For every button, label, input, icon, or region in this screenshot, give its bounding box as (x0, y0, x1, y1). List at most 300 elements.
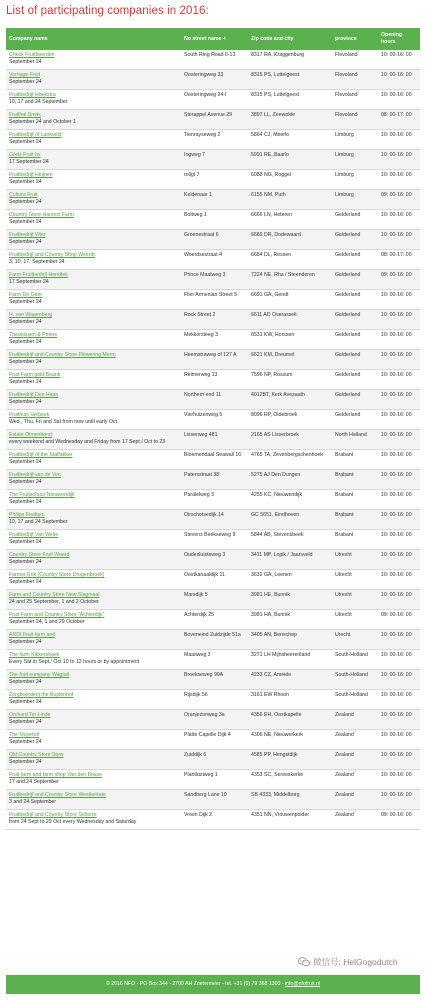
cell-opening-hours: 10: 00-16: 00 (378, 690, 420, 710)
company-dates: 10, 17 and 24 September (9, 519, 68, 525)
cell-street: Achterdijk 25 (181, 610, 248, 630)
company-name-link[interactable]: Fruitbedrijf Heijnen (9, 172, 53, 178)
cell-opening-hours: 10: 00-16: 00 (378, 590, 420, 610)
table-row (6, 470, 420, 490)
cell-company (6, 50, 181, 70)
cell-street: Oosteringweg 24-I (181, 90, 248, 110)
table-row (6, 130, 420, 150)
company-name-link[interactable]: Fruitbedrijf and Country Store Schorre (9, 812, 97, 818)
table-row (6, 170, 420, 190)
cell-zip-city: GC 5651, Eindhoven (248, 510, 332, 530)
table-row (6, 670, 420, 690)
table-row (6, 630, 420, 650)
cell-zip-city: 7596 NP, Rossum (248, 370, 332, 390)
cell-opening-hours: 10: 00-16: 00 (378, 50, 420, 70)
cell-zip-city: 5844 AB, Stevensbeek (248, 530, 332, 550)
table-row (6, 610, 420, 630)
cell-opening-hours: 10: 00-16: 00 (378, 730, 420, 750)
cell-province: Gelderland (332, 390, 378, 410)
cell-street: Mekkersteeg 3 (181, 330, 248, 350)
cell-zip-city: 4353 SC, Serooskerke (248, 770, 332, 790)
cell-province: Flevoland (332, 110, 378, 130)
cell-company (6, 190, 181, 210)
company-name-link[interactable]: Fruitbedrijf van de Ven (9, 472, 61, 478)
cell-opening-hours: 10: 00-16: 00 (378, 290, 420, 310)
table-row (6, 110, 420, 130)
cell-province: Zealand (332, 710, 378, 730)
cell-zip-city: 6531 KW, Horssen (248, 330, 332, 350)
table-row (6, 410, 420, 430)
company-name-link[interactable]: Old Country Store Stew (9, 752, 64, 758)
table-body (6, 50, 420, 830)
table-row (6, 370, 420, 390)
table-row (6, 50, 420, 70)
cell-province: Flevoland (332, 90, 378, 110)
cell-company (6, 690, 181, 710)
cell-company (6, 470, 181, 490)
cell-zip-city: 5991 RE, Baarlo (248, 150, 332, 170)
table-row (6, 490, 420, 510)
cell-zip-city: 8315 PS, Luttelgeest (248, 70, 332, 90)
watermark-text: 微信号: HelGogodutch (313, 957, 398, 967)
cell-zip-city: 3271 LH Mijnsheerenland (248, 650, 332, 670)
cell-province: Gelderland (332, 370, 378, 390)
company-dates: September 24 (9, 639, 42, 645)
column-header-opening-hours: Opening hours (378, 28, 420, 50)
company-dates: 10, 17 and 24 September (9, 99, 68, 105)
company-dates: 3 and 24 September (9, 799, 57, 805)
cell-zip-city: 6611 AD Overasselt (248, 310, 332, 330)
table-row (6, 530, 420, 550)
cell-company (6, 170, 181, 190)
cell-company (6, 790, 181, 810)
company-name-link[interactable]: Fruitbedrijf Den Haan (9, 392, 59, 398)
cell-company (6, 510, 181, 530)
cell-opening-hours: 10: 00-16: 00 (378, 90, 420, 110)
table-row (6, 810, 420, 830)
cell-zip-city: 6669 DR, Dodewaard (248, 230, 332, 250)
cell-street: Reimerweg 13 (181, 370, 248, 390)
company-dates: September 24 (9, 499, 42, 505)
cell-street: Sandberg Lane 10 (181, 790, 248, 810)
cell-street: Plantlustweg 1 (181, 770, 248, 790)
cell-province: Gelderland (332, 270, 378, 290)
table-row (6, 210, 420, 230)
table-row (6, 150, 420, 170)
cell-street: Rijsdijk 56 (181, 690, 248, 710)
company-name-link[interactable]: H. van Wagenberg (9, 312, 53, 318)
company-dates: September 24 (9, 459, 42, 465)
cell-opening-hours: 10: 00-16: 00 (378, 370, 420, 390)
company-dates: September 24 and October 1 (9, 119, 76, 125)
cell-zip-city: 6155 NM, Puth (248, 190, 332, 210)
cell-province: Gelderland (332, 230, 378, 250)
cell-province: South-Holland (332, 650, 378, 670)
table-row (6, 230, 420, 250)
cell-zip-city: 5275 AJ Den Dungen (248, 470, 332, 490)
cell-company (6, 590, 181, 610)
company-name-link[interactable]: Orchard Ter Linde (9, 712, 51, 718)
company-dates: from 24 Sept to 29 Oct every Wednesday and Saturday (9, 819, 137, 825)
cell-opening-hours: 10: 00-16: 00 (378, 310, 420, 330)
company-dates: September 24 (9, 339, 42, 345)
cell-province: Gelderland (332, 310, 378, 330)
cell-company (6, 530, 181, 550)
cell-province: Zealand (332, 750, 378, 770)
column-header-province: province (332, 28, 378, 50)
cell-opening-hours: 10: 00-16: 00 (378, 630, 420, 650)
cell-opening-hours: 10: 00-16: 00 (378, 530, 420, 550)
company-dates: 17 September 24 (9, 159, 49, 165)
cell-opening-hours: 10: 00-16: 00 (378, 450, 420, 470)
cell-street: Heemstraweg of 127 A (181, 350, 248, 370)
cell-company (6, 810, 181, 830)
company-dates: September 24 (9, 579, 42, 585)
company-dates: September 24 (9, 379, 42, 385)
cell-opening-hours: 08: 00-17: 00 (378, 110, 420, 130)
footer (6, 975, 420, 994)
table-row (6, 290, 420, 310)
company-name-link[interactable]: Zorgboerderij the Buytenhof (9, 692, 74, 698)
company-name-link[interactable]: The Muyehof (9, 732, 40, 738)
cell-zip-city: 8315 PS, Luttelgeest (248, 90, 332, 110)
table-header (6, 28, 420, 50)
cell-street: Lisserweg 481 (181, 430, 248, 450)
table-row (6, 550, 420, 570)
cell-opening-hours: 08: 00-17: 00 (378, 250, 420, 270)
cell-zip-city: 3632 GA, Loenen (248, 570, 332, 590)
table-row (6, 750, 420, 770)
cell-opening-hours: 10: 00-16: 00 (378, 650, 420, 670)
company-dates: September 24 (9, 479, 42, 485)
cell-opening-hours: 10: 00-16: 00 (378, 570, 420, 590)
cell-province: Flevoland (332, 70, 378, 90)
cell-opening-hours: 10: 00-16: 00 (378, 470, 420, 490)
cell-province: Zealand (332, 810, 378, 830)
cell-opening-hours: 09: 00-16: 00 (378, 270, 420, 290)
company-name-link[interactable]: The fruit company Wagtail (9, 672, 70, 678)
cell-province: Gelderland (332, 350, 378, 370)
cell-zip-city: 8096 RP, Oldebroek (248, 410, 332, 430)
cell-street: Tienrayseweg 2 (181, 130, 248, 150)
cell-province: Gelderland (332, 330, 378, 350)
cell-company (6, 90, 181, 110)
cell-street: Vroon Dijk 2 (181, 810, 248, 830)
company-name-link[interactable]: Theunissen & Peters (9, 332, 58, 338)
cell-street: South Ring Road II-13 (181, 50, 248, 70)
cell-zip-city: 4356 EH, Oostkapelle (248, 710, 332, 730)
cell-zip-city: 3981 HA, Bunnik (248, 610, 332, 630)
cell-zip-city: 6691 GA, Gendt (248, 290, 332, 310)
cell-zip-city: 4255 KC, Nieuwendijk (248, 490, 332, 510)
cell-street: Oosteringweg 33 (181, 70, 248, 90)
cell-zip-city: 3161 EW Rhoon (248, 690, 332, 710)
company-name-link[interactable]: Farm Fruitbedrijf Hondtek (9, 272, 68, 278)
company-name-link[interactable]: Farm and Country Store New Slagmaal (9, 592, 100, 598)
cell-company (6, 230, 181, 250)
companies-table-wrap (6, 28, 420, 830)
company-name-link[interactable]: Fruit Farm and Country Store "Achterdijk" (9, 612, 105, 618)
cell-street: Oostkanaaldijk 11 (181, 570, 248, 590)
cell-province: South-Holland (332, 670, 378, 690)
company-name-link[interactable]: Fruitbedrijf of the Stalfakker (9, 452, 73, 458)
footer-text: © 2016 NFO - PO Box 344 - 2700 AH Zoetermeer - tel. +31 (0) 79 368 1300 - (106, 981, 286, 987)
company-name-link[interactable]: Fruit farm and farm shop Van den Bosse (9, 772, 103, 778)
cell-street: Boveneind Zuidzijde 51a (181, 630, 248, 650)
cell-street: Platte Capelle Dijk 4 (181, 730, 248, 750)
table-row (6, 570, 420, 590)
cell-opening-hours: 10: 00-16: 00 (378, 390, 420, 410)
cell-zip-city: 2165 AS Lisserbroek (248, 430, 332, 450)
cell-opening-hours: 10: 00-16: 00 (378, 330, 420, 350)
company-dates: September 24 (9, 699, 42, 705)
cell-company (6, 210, 181, 230)
table-row (6, 450, 420, 470)
company-name-link[interactable]: Check Fruitboerden (9, 52, 55, 58)
table-row (6, 790, 420, 810)
cell-street: Marsdijk 5 (181, 590, 248, 610)
cell-province: Brabant (332, 490, 378, 510)
cell-zip-city: 4351 NN, Vrouwenpolder (248, 810, 332, 830)
cell-zip-city: 5864 CJ, Meerlo (248, 130, 332, 150)
cell-opening-hours: 10: 00-16: 00 (378, 130, 420, 150)
company-name-link[interactable]: Fruit Farm gold Beank (9, 372, 61, 378)
cell-opening-hours: 10: 00-16: 00 (378, 430, 420, 450)
company-dates: 17 and 24 September (9, 779, 59, 785)
company-name-link[interactable]: Fruitbedrijf of Lankveld (9, 132, 62, 138)
cell-province: North Holland (332, 430, 378, 450)
cell-zip-city: 3411 MP, Lopik / Jaarsveld (248, 550, 332, 570)
cell-street: Sterappel Avenue 29 (181, 110, 248, 130)
cell-street: Vierhuizenweg 5 (181, 410, 248, 430)
table-row (6, 350, 420, 370)
company-name-link[interactable]: Country Store Fruit Waard (9, 552, 70, 558)
cell-opening-hours: 10: 00-16: 00 (378, 490, 420, 510)
table-header-row (6, 28, 420, 50)
company-dates: September 24 (9, 239, 42, 245)
cell-street: Oranjezonweg 3a (181, 710, 248, 730)
cell-opening-hours: 10: 00-16: 00 (378, 550, 420, 570)
cell-street: Oirschotsedijk 14 (181, 510, 248, 530)
cell-opening-hours: 10: 00-16: 00 (378, 510, 420, 530)
cell-province: Gelderland (332, 250, 378, 270)
cell-province: Utrecht (332, 610, 378, 630)
cell-company (6, 550, 181, 570)
cell-street: Woerdsestraat 4 (181, 250, 248, 270)
cell-zip-city: 3897 LL, Zeewolde (248, 110, 332, 130)
cell-company (6, 670, 181, 690)
cell-zip-city: 4012BT, Kerk Avezaath (248, 390, 332, 410)
cell-street: Zuiddijk 6 (181, 750, 248, 770)
cell-province: Urecht (332, 630, 378, 650)
cell-company (6, 70, 181, 90)
companies-table (6, 28, 420, 830)
company-name-link[interactable]: Fruitbedrijf and Country Store Flowering Merm (9, 352, 116, 358)
cell-province: Zealand (332, 770, 378, 790)
company-name-link[interactable]: Fruitbedrijf Van Welie (9, 532, 59, 538)
company-name-link[interactable]: The Fruitschuur Nieuwendijk (9, 492, 75, 498)
cell-opening-hours: 09: 00-16: 00 (378, 190, 420, 210)
company-name-link[interactable]: The farm Kikkershoek (9, 652, 60, 658)
cell-company (6, 330, 181, 350)
cell-province: Gelderland (332, 410, 378, 430)
cell-province: Brabant (332, 450, 378, 470)
company-dates: 17 September 24 (9, 279, 49, 285)
footer-email-link[interactable]: info@nfofruit.nl (285, 981, 320, 987)
cell-province: Gelderland (332, 210, 378, 230)
company-dates: September 24 (9, 219, 42, 225)
cell-province: Gelderland (332, 290, 378, 310)
company-name-link[interactable]: Verhage Fruit (9, 72, 41, 78)
cell-opening-hours: 10: 00-16: 00 (378, 70, 420, 90)
cell-province: Zealand (332, 730, 378, 750)
cell-zip-city: 4765 TA, Zevenbergschenhoek (248, 450, 332, 470)
cell-opening-hours: 10: 00-16: 00 (378, 670, 420, 690)
cell-company (6, 710, 181, 730)
column-header-zip-city: Zip code and city (248, 28, 332, 50)
cell-opening-hours: 10: 00-16: 00 (378, 750, 420, 770)
cell-province: Utrecht (332, 590, 378, 610)
table-row (6, 710, 420, 730)
cell-street: Groenestraat 6 (181, 230, 248, 250)
company-dates: September 24 (9, 559, 42, 565)
cell-opening-hours: 10: 00-16: 00 (378, 710, 420, 730)
company-name-link[interactable]: Fruithal Smits (9, 112, 41, 118)
cell-company (6, 250, 181, 270)
table-row (6, 590, 420, 610)
company-name-link[interactable]: Fruitbedrijf and Country Store Westkstrate (9, 792, 106, 798)
company-name-link[interactable]: Fruitbedrijf and Country Shop Weerdt (9, 252, 95, 258)
table-row (6, 330, 420, 350)
cell-company (6, 370, 181, 390)
table-row (6, 250, 420, 270)
cell-zip-city: 3981 HE, Bunnik (248, 590, 332, 610)
cell-company (6, 430, 181, 450)
cell-zip-city: 6088 NG, Roggel (248, 170, 332, 190)
table-row (6, 90, 420, 110)
cell-company (6, 390, 181, 410)
cell-company (6, 770, 181, 790)
table-row (6, 650, 420, 670)
table-row (6, 770, 420, 790)
cell-company (6, 350, 181, 370)
cell-zip-city: 6666 LN, Heteren (248, 210, 332, 230)
cell-street: Boltweg 1 (181, 210, 248, 230)
cell-company (6, 310, 181, 330)
cell-province: South-Holland (332, 690, 378, 710)
table-row (6, 690, 420, 710)
company-dates: September 24 (9, 179, 42, 185)
cell-street: Rock Street 2 (181, 310, 248, 330)
table-row (6, 70, 420, 90)
cell-province: Utrecht (332, 550, 378, 570)
company-name-link[interactable]: Farmer Erik (Country Store Drogenbroek) (9, 572, 105, 578)
company-dates: September 24 (9, 759, 42, 765)
cell-opening-hours: 10: 00-16: 00 (378, 410, 420, 430)
cell-province: Utrecht (332, 570, 378, 590)
company-dates: September 24 (9, 399, 42, 405)
company-name-link[interactable]: Fruitbedrijf Hoekstra (9, 92, 56, 98)
company-name-link[interactable]: ARDI Fruit farm and (9, 632, 56, 638)
cell-province: Flevoland (332, 50, 378, 70)
table-row (6, 270, 420, 290)
cell-company (6, 630, 181, 650)
cell-company (6, 130, 181, 150)
cell-company (6, 410, 181, 430)
company-name-link[interactable]: Görtz Fruit bv (9, 152, 41, 158)
company-dates: September 24 (9, 679, 42, 685)
cell-company (6, 750, 181, 770)
cell-company (6, 730, 181, 750)
cell-province: Zealand (332, 790, 378, 810)
table-row (6, 390, 420, 410)
table-row (6, 310, 420, 330)
cell-zip-city: 4585 PP, Hengstdijk (248, 750, 332, 770)
cell-company (6, 110, 181, 130)
company-name-link[interactable]: Fruitbedrijf Wier (9, 232, 46, 238)
cell-company (6, 570, 181, 590)
company-dates: 24 and 25 September, 1 and 2 October (9, 599, 99, 605)
company-name-link[interactable]: Farm De Geer (9, 292, 43, 298)
company-dates: Wed., Thu, Fri and Sat from now until early Oct. (9, 419, 119, 425)
company-name-link[interactable]: Cultura Fruit (9, 192, 38, 198)
company-name-link[interactable]: Fruithuis Verbeek (9, 412, 50, 418)
cell-street: roligt 7 (181, 170, 248, 190)
company-dates: every weekend and Wednesday and Friday from 17 Sept / Oct to 23 (9, 439, 166, 445)
table-row (6, 190, 420, 210)
table-row (6, 510, 420, 530)
cell-street: Flier Armenian Street 5 (181, 290, 248, 310)
company-name-link[interactable]: Country Store Harvest Farm (9, 212, 74, 218)
cell-opening-hours: 10: 00-16: 00 (378, 170, 420, 190)
cell-company (6, 610, 181, 630)
cell-street: Northern end 11 (181, 390, 248, 410)
table-row (6, 430, 420, 450)
cell-province: Brabant (332, 470, 378, 490)
table-row (6, 730, 420, 750)
company-dates: September 24 (9, 319, 42, 325)
company-name-link[interactable]: Philips Fruittuin (9, 512, 45, 518)
cell-street: Ingweg 7 (181, 150, 248, 170)
cell-province: Limburg (332, 190, 378, 210)
cell-street: Stevens Beekseweg 9 (181, 530, 248, 550)
cell-province: Limburg (332, 130, 378, 150)
company-name-link[interactable]: Estate Olmenhorst (9, 432, 52, 438)
page-title: List of participating companies in 2016: (6, 5, 209, 17)
cell-company (6, 450, 181, 470)
cell-opening-hours: 10: 00-16: 00 (378, 770, 420, 790)
column-header-company: Company name (6, 28, 181, 50)
cell-street: Patersstraat 38 (181, 470, 248, 490)
cell-opening-hours: 10: 00-16: 00 (378, 790, 420, 810)
cell-province: Limburg (332, 170, 378, 190)
cell-zip-city: 7224 NE, Rha / Steenderen (248, 270, 332, 290)
cell-street: Maasweg 3 (181, 650, 248, 670)
company-dates: 3, 10, 17, September 24 (9, 259, 65, 265)
cell-province: Limburg (332, 150, 378, 170)
cell-province: Brabant (332, 530, 378, 550)
cell-zip-city: 3405 AN, Benschop (248, 630, 332, 650)
watermark (298, 956, 398, 968)
cell-company (6, 150, 181, 170)
cell-street: Keldenaar 1 (181, 190, 248, 210)
cell-company (6, 650, 181, 670)
cell-street: Oudesluisteweg 3 (181, 550, 248, 570)
company-dates: September 24 (9, 299, 42, 305)
company-dates: September 24 (9, 359, 42, 365)
cell-opening-hours: 09: 00-16: 00 (378, 810, 420, 830)
cell-zip-city: 4233 CZ, Ameide (248, 670, 332, 690)
